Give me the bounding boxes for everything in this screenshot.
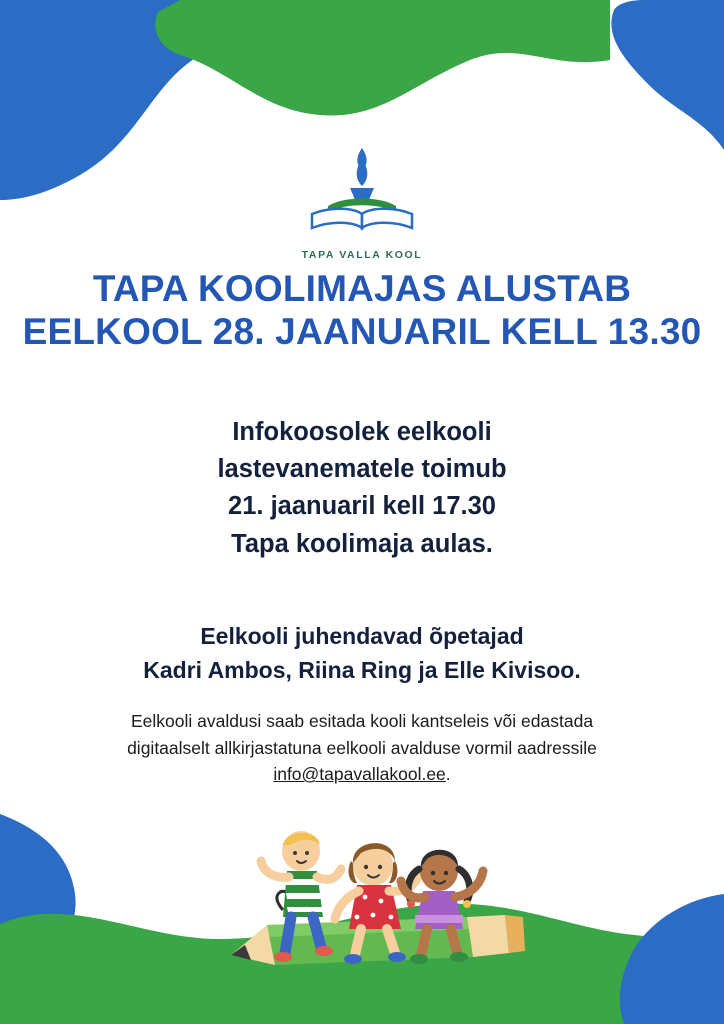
logo-caption: TAPA VALLA KOOL [301, 249, 423, 261]
school-logo [0, 140, 724, 261]
note-period: . [445, 764, 451, 785]
headline-line-2: EELKOOL 28. JAANUARIL KELL 13.30 [22, 310, 702, 352]
book-flame-logo-icon [292, 140, 432, 245]
note-line: Eelkooli avaldusi saab esitada kooli kantseleis või edastada [130, 711, 594, 731]
teachers-line: Kadri Ambos, Riina Ring ja Elle Kivisoo. [143, 656, 581, 683]
teachers-block [0, 620, 724, 688]
top-green-blob [150, 0, 610, 150]
top-right-blue-blob [554, 0, 724, 150]
info-line: lastevanematele toimub [217, 455, 507, 484]
note-line: digitaalselt allkirjastatuna eelkooli avalduse vormil aadressile [127, 737, 597, 758]
info-line: Infokoosolek eelkooli [232, 418, 492, 446]
children-on-pencil-illustration [205, 805, 545, 990]
headline-line-1: TAPA KOOLIMAJAS ALUSTAB [92, 268, 632, 309]
bottom-right-blue-blob [524, 874, 724, 1024]
application-note-block [0, 708, 724, 788]
note-email-line [0, 761, 724, 788]
teachers-line: Eelkooli juhendavad õpetajad [200, 623, 524, 649]
bottom-left-blue-blob [0, 794, 180, 1024]
info-meeting-block [0, 414, 724, 563]
info-line: 21. jaanuaril kell 17.30 [228, 492, 496, 521]
email-link[interactable]: info@tapavallakool.ee [273, 764, 446, 785]
page-title [0, 268, 724, 354]
info-line: Tapa koolimaja aulas. [231, 529, 493, 558]
